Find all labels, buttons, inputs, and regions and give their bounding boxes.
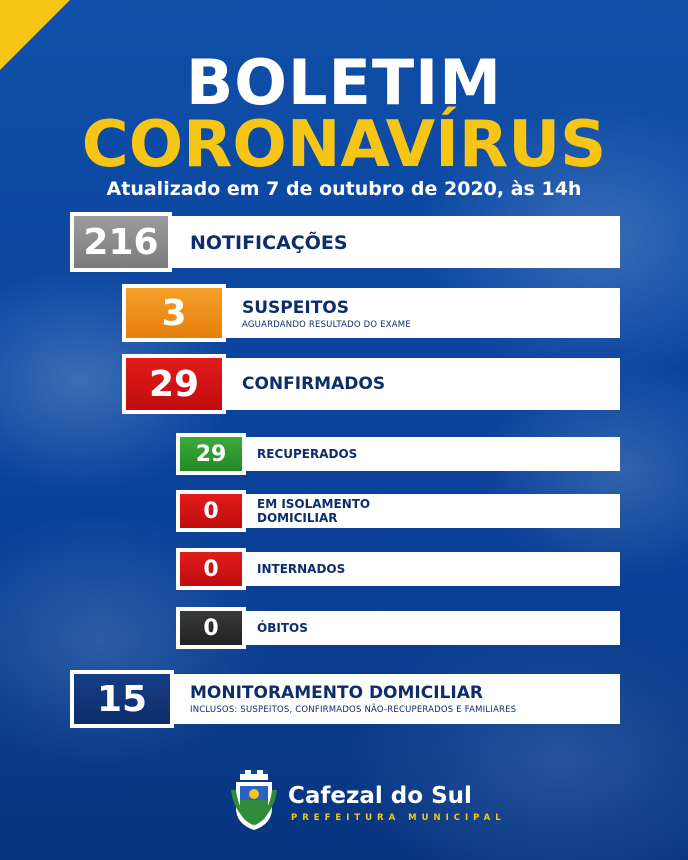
row-internados bbox=[176, 552, 620, 586]
row-monitoramento bbox=[70, 674, 620, 724]
monitoramento-value: 15 bbox=[70, 670, 174, 728]
row-suspeitos bbox=[122, 288, 620, 338]
prefeitura-subtitle: PREFEITURA MUNICIPAL bbox=[291, 813, 506, 823]
notificacoes-value: 216 bbox=[70, 212, 172, 272]
suspeitos-label: SUSPEITOS bbox=[242, 298, 349, 318]
city-name: Cafezal do Sul bbox=[288, 783, 472, 809]
recuperados-value: 29 bbox=[176, 433, 246, 475]
title-boletim: BOLETIM bbox=[186, 46, 502, 119]
monitoramento-label: MONITORAMENTO DOMICILIAR bbox=[190, 683, 483, 703]
obitos-label: ÓBITOS bbox=[257, 621, 308, 635]
isolamento-label-line1: EM ISOLAMENTO bbox=[257, 497, 371, 511]
isolamento-label-line2: DOMICILIAR bbox=[257, 511, 338, 525]
obitos-value: 0 bbox=[176, 607, 246, 649]
monitoramento-sub: INCLUSOS: SUSPEITOS, CONFIRMADOS NÃO-RECUPERADOS E FAMILIARES bbox=[190, 705, 517, 715]
notificacoes-label: NOTIFICAÇÕES bbox=[190, 232, 348, 254]
confirmados-value: 29 bbox=[122, 354, 226, 414]
row-obitos bbox=[176, 611, 620, 645]
row-notificacoes bbox=[70, 216, 620, 268]
row-isolamento bbox=[176, 494, 620, 528]
suspeitos-value: 3 bbox=[122, 284, 226, 342]
row-recuperados bbox=[176, 437, 620, 471]
suspeitos-sub: AGUARDANDO RESULTADO DO EXAME bbox=[242, 320, 411, 330]
recuperados-label: RECUPERADOS bbox=[257, 447, 358, 461]
municipal-crest-icon bbox=[230, 770, 278, 832]
row-confirmados bbox=[122, 358, 620, 410]
internados-label: INTERNADOS bbox=[257, 562, 346, 576]
updated-date: Atualizado em 7 de outubro de 2020, às 14h bbox=[106, 178, 582, 200]
confirmados-label: CONFIRMADOS bbox=[242, 374, 386, 394]
isolamento-value: 0 bbox=[176, 490, 246, 532]
internados-value: 0 bbox=[176, 548, 246, 590]
title-coronavirus: CORONAVÍRUS bbox=[81, 108, 607, 182]
